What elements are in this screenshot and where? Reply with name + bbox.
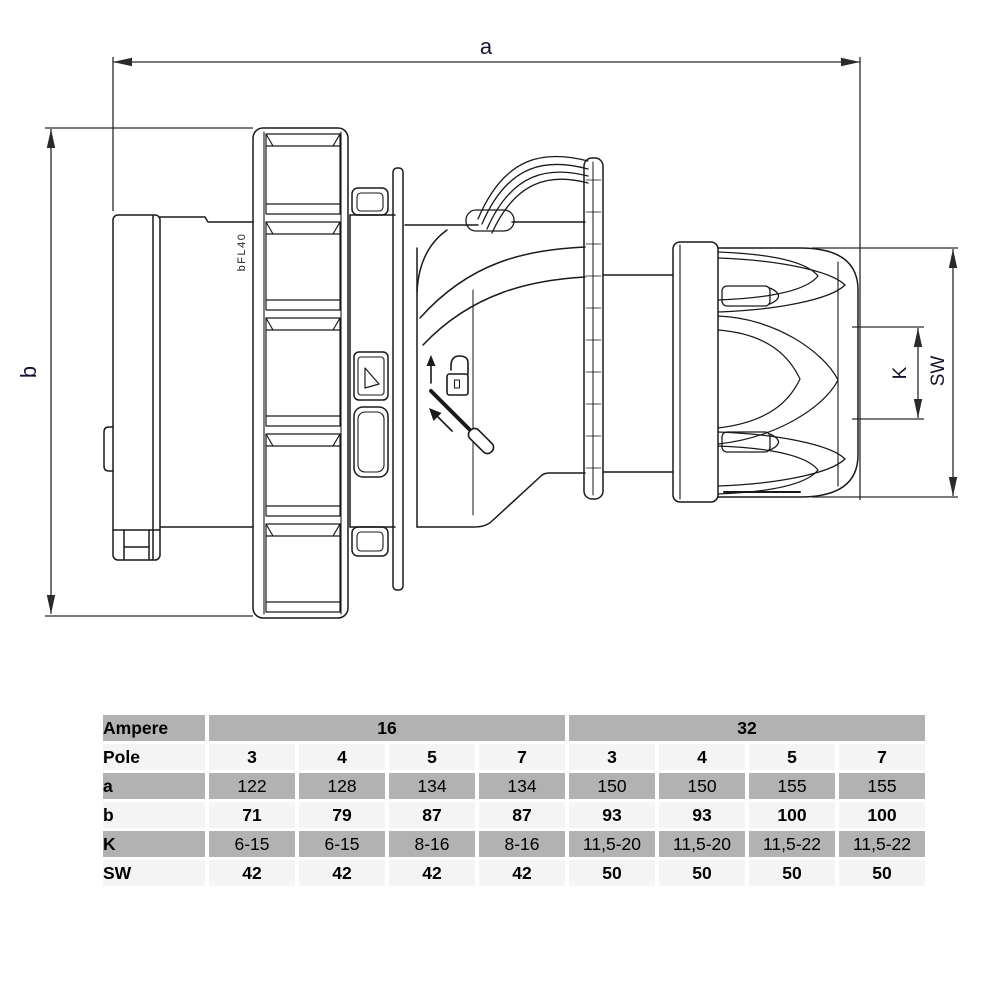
- gasket-flange: [584, 158, 603, 499]
- cell-sw-2: 42: [389, 860, 475, 886]
- cell-pole-2: 5: [389, 744, 475, 770]
- cell-sw-5: 50: [659, 860, 745, 886]
- arrow-upleft-icon: [429, 408, 452, 431]
- cell-sw-0: 42: [209, 860, 295, 886]
- cell-b-6: 100: [749, 802, 835, 828]
- cell-a-6: 155: [749, 773, 835, 799]
- cell-a-7: 155: [839, 773, 925, 799]
- cell-k-2: 8-16: [389, 831, 475, 857]
- tulip-springs: [718, 252, 845, 494]
- front-collar: [673, 242, 718, 502]
- table-row-ampere: [103, 715, 925, 741]
- cell-k-0: 6-15: [209, 831, 295, 857]
- table-row-b: [103, 802, 925, 828]
- cell-pole-1: 4: [299, 744, 385, 770]
- table-row-sw: [103, 860, 925, 886]
- cell-k-3: 8-16: [479, 831, 565, 857]
- row-label-ampere: Ampere: [103, 715, 205, 741]
- cable-gland: [104, 215, 160, 560]
- row-label-k: K: [103, 831, 205, 857]
- cell-k-4: 11,5-20: [569, 831, 655, 857]
- cell-pole-0: 3: [209, 744, 295, 770]
- latch-slot: [354, 407, 388, 477]
- cell-sw-4: 50: [569, 860, 655, 886]
- grip-ribs: [253, 128, 348, 618]
- cell-b-5: 93: [659, 802, 745, 828]
- ampere-group-16: 16: [209, 715, 565, 741]
- table-row-k: [103, 831, 925, 857]
- dimensions-table-body: [103, 715, 925, 886]
- screwdriver-icon: [431, 391, 496, 456]
- dimension-label-a: a: [479, 34, 493, 59]
- cone-body: [405, 222, 585, 527]
- dimension-label-b: b: [16, 365, 41, 379]
- latch-window: [354, 352, 388, 400]
- table-row-a: [103, 773, 925, 799]
- unlock-instructions: [427, 355, 496, 456]
- cell-b-2: 87: [389, 802, 475, 828]
- dimension-arrowheads: [47, 58, 957, 614]
- cell-k-7: 11,5-22: [839, 831, 925, 857]
- cell-k-6: 11,5-22: [749, 831, 835, 857]
- cell-b-7: 100: [839, 802, 925, 828]
- front-barrel: [603, 275, 673, 472]
- dimension-lines: [45, 57, 958, 616]
- cell-a-2: 134: [389, 773, 475, 799]
- cell-sw-7: 50: [839, 860, 925, 886]
- ampere-group-32: 32: [569, 715, 925, 741]
- cell-pole-6: 5: [749, 744, 835, 770]
- cell-b-1: 79: [299, 802, 385, 828]
- cell-a-3: 134: [479, 773, 565, 799]
- contact-sleeve: [718, 248, 858, 497]
- cell-a-1: 128: [299, 773, 385, 799]
- cell-a-5: 150: [659, 773, 745, 799]
- cell-b-4: 93: [569, 802, 655, 828]
- row-label-sw: SW: [103, 860, 205, 886]
- cell-pole-4: 3: [569, 744, 655, 770]
- cell-pole-3: 7: [479, 744, 565, 770]
- cell-k-1: 6-15: [299, 831, 385, 857]
- cell-sw-3: 42: [479, 860, 565, 886]
- cell-sw-1: 42: [299, 860, 385, 886]
- cell-k-5: 11,5-20: [659, 831, 745, 857]
- row-label-a: a: [103, 773, 205, 799]
- unlock-icon: [447, 356, 468, 395]
- dimensions-table: [99, 712, 929, 889]
- cell-pole-7: 7: [839, 744, 925, 770]
- table-row-pole: [103, 744, 925, 770]
- cell-b-0: 71: [209, 802, 295, 828]
- cell-sw-6: 50: [749, 860, 835, 886]
- cell-a-0: 122: [209, 773, 295, 799]
- cell-a-4: 150: [569, 773, 655, 799]
- row-label-b: b: [103, 802, 205, 828]
- side-marking: bFL40: [236, 232, 248, 272]
- arrow-up-icon: [427, 355, 436, 383]
- row-label-pole: Pole: [103, 744, 205, 770]
- dimension-label-sw: SW: [928, 355, 949, 387]
- latch-barrel: [350, 168, 403, 590]
- dimension-label-k: K: [890, 366, 911, 380]
- cell-pole-5: 4: [659, 744, 745, 770]
- cell-b-3: 87: [479, 802, 565, 828]
